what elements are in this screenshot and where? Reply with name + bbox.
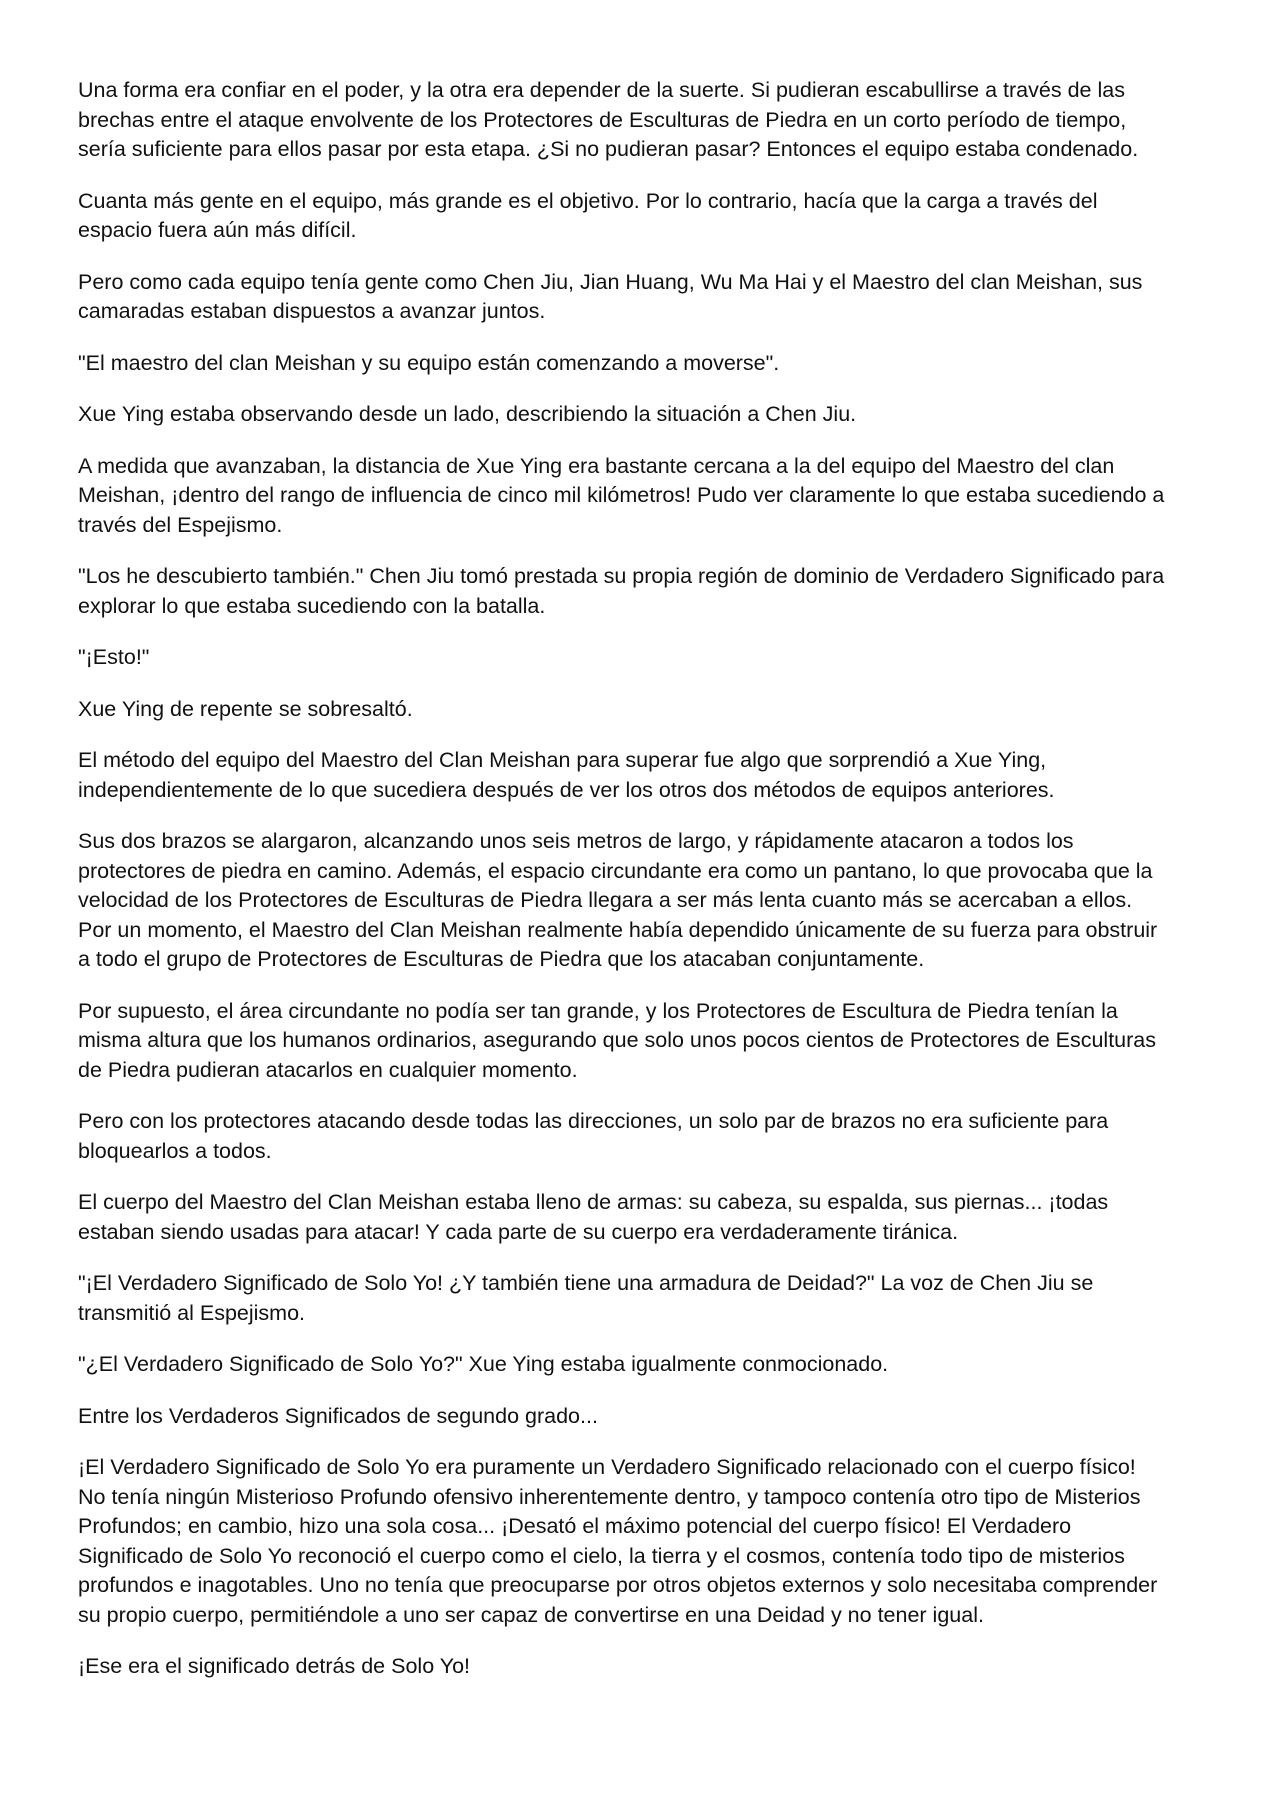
paragraph: Pero como cada equipo tenía gente como Chen Jiu, Jian Huang, Wu Ma Hai y el Maestro del clan Meishan, sus camaradas estaban dispuestos a avanzar juntos. <box>78 269 1143 323</box>
paragraph: "¡Esto!" <box>78 645 150 669</box>
paragraph: ¡Ese era el significado detrás de Solo Yo! <box>78 1654 471 1678</box>
paragraph: ¡El Verdadero Significado de Solo Yo era puramente un Verdadero Significado relacionado con el cuerpo físico! No tenía ningún Misterioso Profundo ofensivo inherentemente dentro, y tampoco contenía otro tipo de Misterios Profundos; en cambio, hizo una sola cosa... ¡Desató el máximo potencial del cuerpo físico! El Verdadero Significado de Solo Yo reconoció el cuerpo como el cielo, la tierra y el cosmos, contenía todo tipo de misterios profundos e inagotables. Uno no tenía que preocuparse por otros objetos externos y solo necesitaba comprender su propio cuerpo, permitiéndole a uno ser capaz de convertirse en una Deidad y no tener igual. <box>78 1455 1158 1627</box>
paragraph: "El maestro del clan Meishan y su equipo están comenzando a moverse". <box>78 350 780 375</box>
paragraph: "¡El Verdadero Significado de Solo Yo! ¿Y también tiene una armadura de Deidad?" La voz de Chen Jiu se transmitió al Espejismo. <box>78 1271 1094 1325</box>
paragraph: Por supuesto, el área circundante no podía ser tan grande, y los Protectores de Escultura de Piedra tenían la misma altura que los humanos ordinarios, asegurando que solo unos pocos cientos de Protectores de Esculturas de Piedra pudieran atacarlos en cualquier momento. <box>78 998 1157 1082</box>
paragraph: Cuanta más gente en el equipo, más grande es el objetivo. Por lo contrario, hacía que la carga a través del espacio fuera aún más difícil. <box>78 188 1098 242</box>
paragraph: Xue Ying estaba observando desde un lado, describiendo la situación a Chen Jiu. <box>78 402 857 426</box>
paragraph: El método del equipo del Maestro del Clan Meishan para superar fue algo que sorprendió a Xue Ying, independientemente de lo que sucediera después de ver los otros dos métodos de equipos anteriores. <box>78 748 1055 802</box>
paragraph: "Los he descubierto también." Chen Jiu tomó prestada su propia región de dominio de Verdadero Significado para explorar lo que estaba sucediendo con la batalla. <box>78 564 1165 618</box>
paragraph: Entre los Verdaderos Significados de segundo grado... <box>78 1403 598 1428</box>
paragraph: A medida que avanzaban, la distancia de Xue Ying era bastante cercana a la del equipo del Maestro del clan Meishan, ¡dentro del rango de influencia de cinco mil kilómetros! Pudo ver claramente lo que estaba sucediendo a través del Espejismo. <box>78 453 1165 537</box>
paragraph: El cuerpo del Maestro del Clan Meishan estaba lleno de armas: su cabeza, su espalda, sus piernas... ¡todas estaban siendo usadas para atacar! Y cada parte de su cuerpo era verdaderamente tiránica. <box>78 1190 1109 1244</box>
paragraph: Una forma era confiar en el poder, y la otra era depender de la suerte. Si pudieran escabullirse a través de las brechas entre el ataque envolvente de los Protectores de Esculturas de Piedra en un corto período de tiempo, sería suficiente para ellos pasar por esta etapa. ¿Si no pudieran pasar? Entonces el equipo estaba condenado. <box>78 78 1139 161</box>
document-page <box>78 76 1168 1704</box>
paragraph: "¿El Verdadero Significado de Solo Yo?" Xue Ying estaba igualmente conmocionado. <box>78 1352 889 1376</box>
paragraph: Xue Ying de repente se sobresaltó. <box>78 696 413 721</box>
paragraph: Pero con los protectores atacando desde todas las direcciones, un solo par de brazos no era suficiente para bloquearlos a todos. <box>78 1109 1109 1163</box>
paragraph: Sus dos brazos se alargaron, alcanzando unos seis metros de largo, y rápidamente atacaron a todos los protectores de piedra en camino. Además, el espacio circundante era como un pantano, lo que provocaba que la velocidad de los Protectores de Esculturas de Piedra llegara a ser más lenta cuanto más se acercaban a ellos. Por un momento, el Maestro del Clan Meishan realmente había dependido únicamente de su fuerza para obstruir a todo el grupo de Protectores de Esculturas de Piedra que los atacaban conjuntamente. <box>78 829 1158 971</box>
